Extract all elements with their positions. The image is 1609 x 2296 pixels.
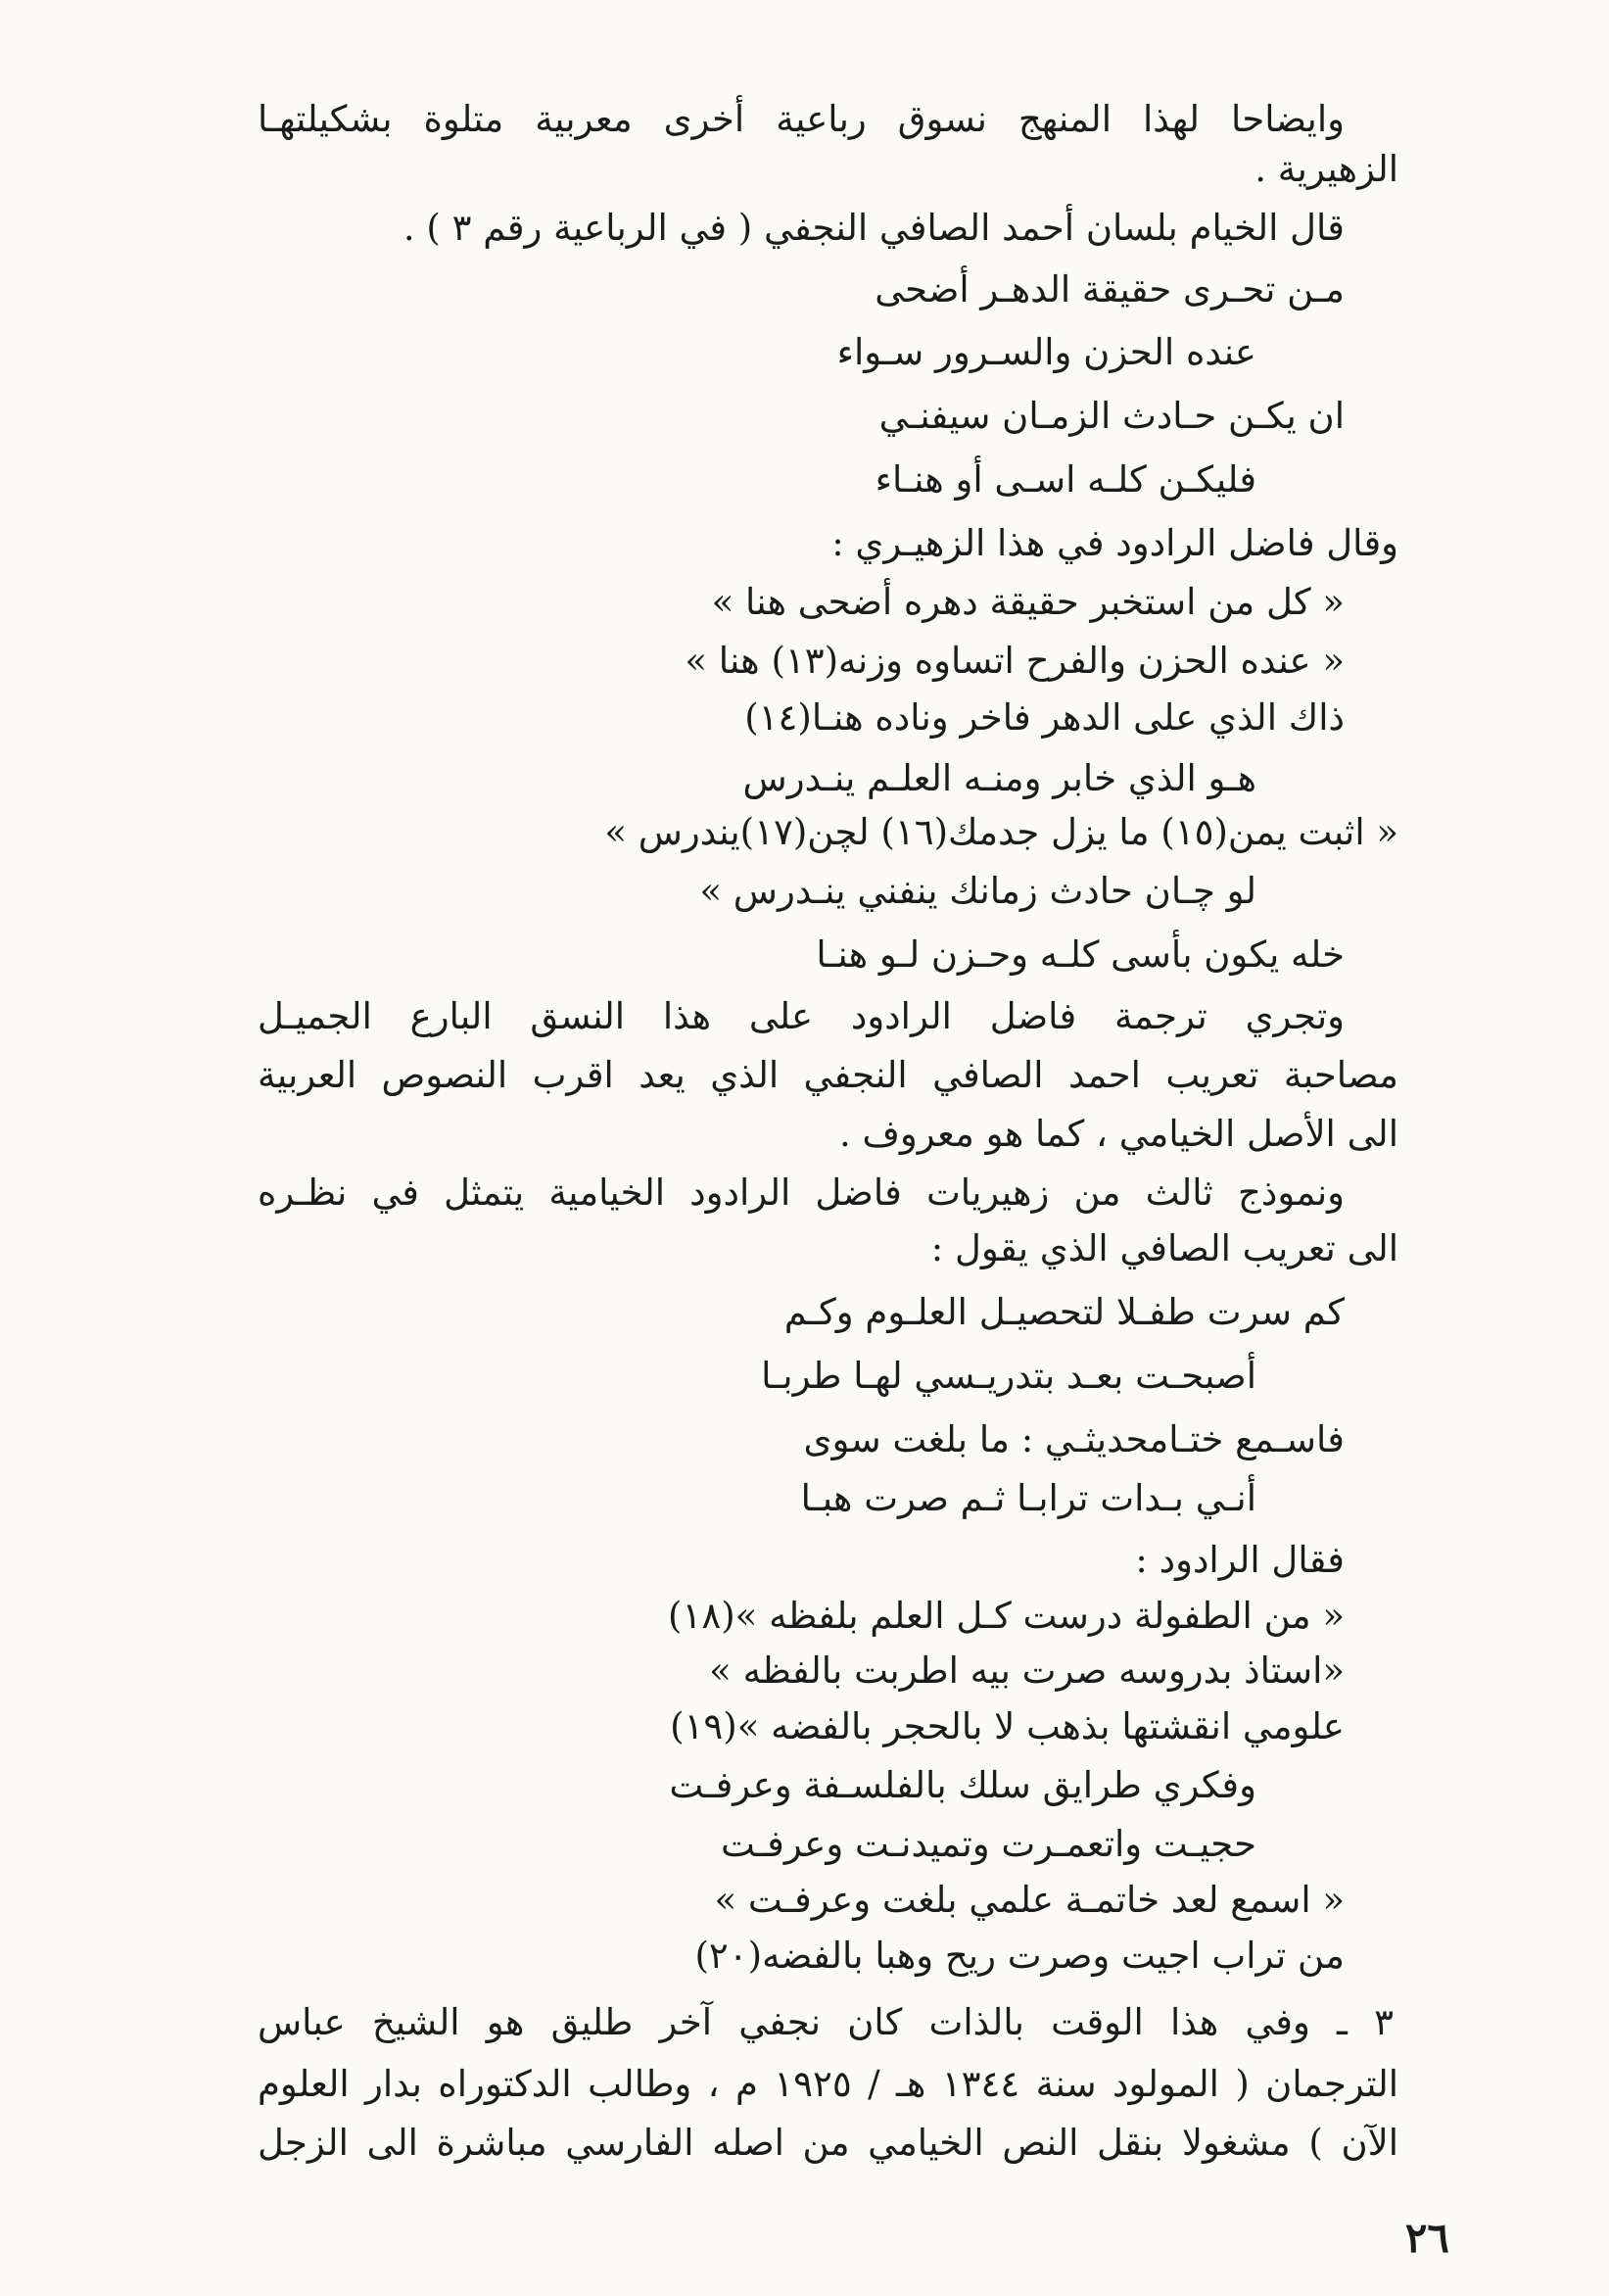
text-line: لو چـان حادث زمانك ينفني ينـدرس » bbox=[699, 870, 1256, 912]
text-line: أنـي بـدات ترابـا ثـم صرت هبـا bbox=[800, 1477, 1256, 1519]
text-line: فاسـمع ختـامحديثـي : ما بلغت سوى bbox=[803, 1418, 1345, 1460]
text-line: الى تعريب الصافي الذي يقول : bbox=[930, 1227, 1398, 1269]
text-line: وتجري ترجمة فاضل الرادود على هذا النسق البارع الجميـل bbox=[258, 995, 1345, 1037]
page-number: ٢٦ bbox=[1404, 2214, 1449, 2262]
text-line: مـن تحـرى حقيقة الدهـر أضحى bbox=[875, 268, 1345, 311]
text-line: «استاذ بدروسه صرت بيه اطربت بالفظه » bbox=[709, 1650, 1345, 1692]
text-line: أصبحـت بعـد بتدريـسي لهـا طربـا bbox=[761, 1355, 1256, 1397]
text-line: فليكـن كلـه اسـى أو هنـاء bbox=[875, 458, 1256, 501]
text-line: قال الخيام بلسان أحمد الصافي النجفي ( في الرباعية رقم ٣ ) . bbox=[402, 207, 1345, 249]
text-line: ٣ ـ وفي هذا الوقت بالذات كان نجفي آخر طليق هو الشيخ عباس bbox=[258, 2001, 1394, 2043]
text-line: الآن ) مشغولا بنقل النص الخيامي من اصله الفارسي مباشرة الى الزجل bbox=[258, 2122, 1398, 2164]
text-line: علومي انقشتها بذهب لا بالحجر بالفضه »(١٩) bbox=[670, 1705, 1345, 1747]
text-line: الترجمان ( المولود سنة ١٣٤٤ هـ / ١٩٢٥ م ، وطالب الدكتوراه بدار العلوم bbox=[258, 2063, 1398, 2105]
text-line: فقال الرادود : bbox=[1135, 1539, 1345, 1581]
text-line: « اثبت يمن(١٥) ما يزل جدمك(١٦) لچن(١٧)يندرس » bbox=[604, 811, 1398, 853]
text-line: ونموذج ثالث من زهيريات فاضل الرادود الخيامية يتمثل في نظـره bbox=[258, 1172, 1345, 1214]
text-line: « من الطفولة درست كـل العلم بلفظه »(١٨) bbox=[668, 1595, 1345, 1637]
text-line: الى الأصل الخيامي ، كما هو معروف . bbox=[839, 1113, 1398, 1155]
text-line: وفكري طرايق سلك بالفلسـفة وعرفـت bbox=[669, 1764, 1256, 1806]
text-line: ان يكـن حـادث الزمـان سيفنـي bbox=[878, 395, 1345, 437]
text-line: من تراب اجيت وصرت ريح وهبا بالفضه(٢٠) bbox=[694, 1935, 1345, 1977]
text-line: عنده الحزن والسـرور سـواء bbox=[836, 331, 1256, 373]
text-line: كم سرت طفـلا لتحصيـل العلـوم وكـم bbox=[783, 1291, 1345, 1333]
text-line: هـو الذي خابر ومنـه العلـم ينـدرس bbox=[742, 757, 1256, 799]
text-line: الزهيرية . bbox=[1254, 148, 1398, 190]
text-line: « اسمع لعد خاتمـة علمي بلغت وعرفـت » bbox=[714, 1879, 1345, 1921]
text-line: خله يكون بأسى كلـه وحـزن لـو هنـا bbox=[816, 933, 1345, 976]
text-line: وايضاحا لهذا المنهج نسوق رباعية أخرى معربية متلوة بشكيلتهـا bbox=[258, 98, 1345, 140]
text-line: مصاحبة تعريب احمد الصافي النجفي الذي يعد اقرب النصوص العربية bbox=[258, 1054, 1398, 1096]
text-line: حجيـت واتعمـرت وتميدنـت وعرفـت bbox=[721, 1823, 1256, 1865]
text-line: ذاك الذي على الدهر فاخر وناده هنـا(١٤) bbox=[744, 696, 1345, 739]
text-line: « عنده الحزن والفرح اتساوه وزنه(١٣) هنا » bbox=[685, 640, 1345, 682]
text-line: « كل من استخبر حقيقة دهره أضحى هنا » bbox=[711, 581, 1345, 623]
text-line: وقال فاضل الرادود في هذا الزهيـري : bbox=[831, 522, 1398, 564]
